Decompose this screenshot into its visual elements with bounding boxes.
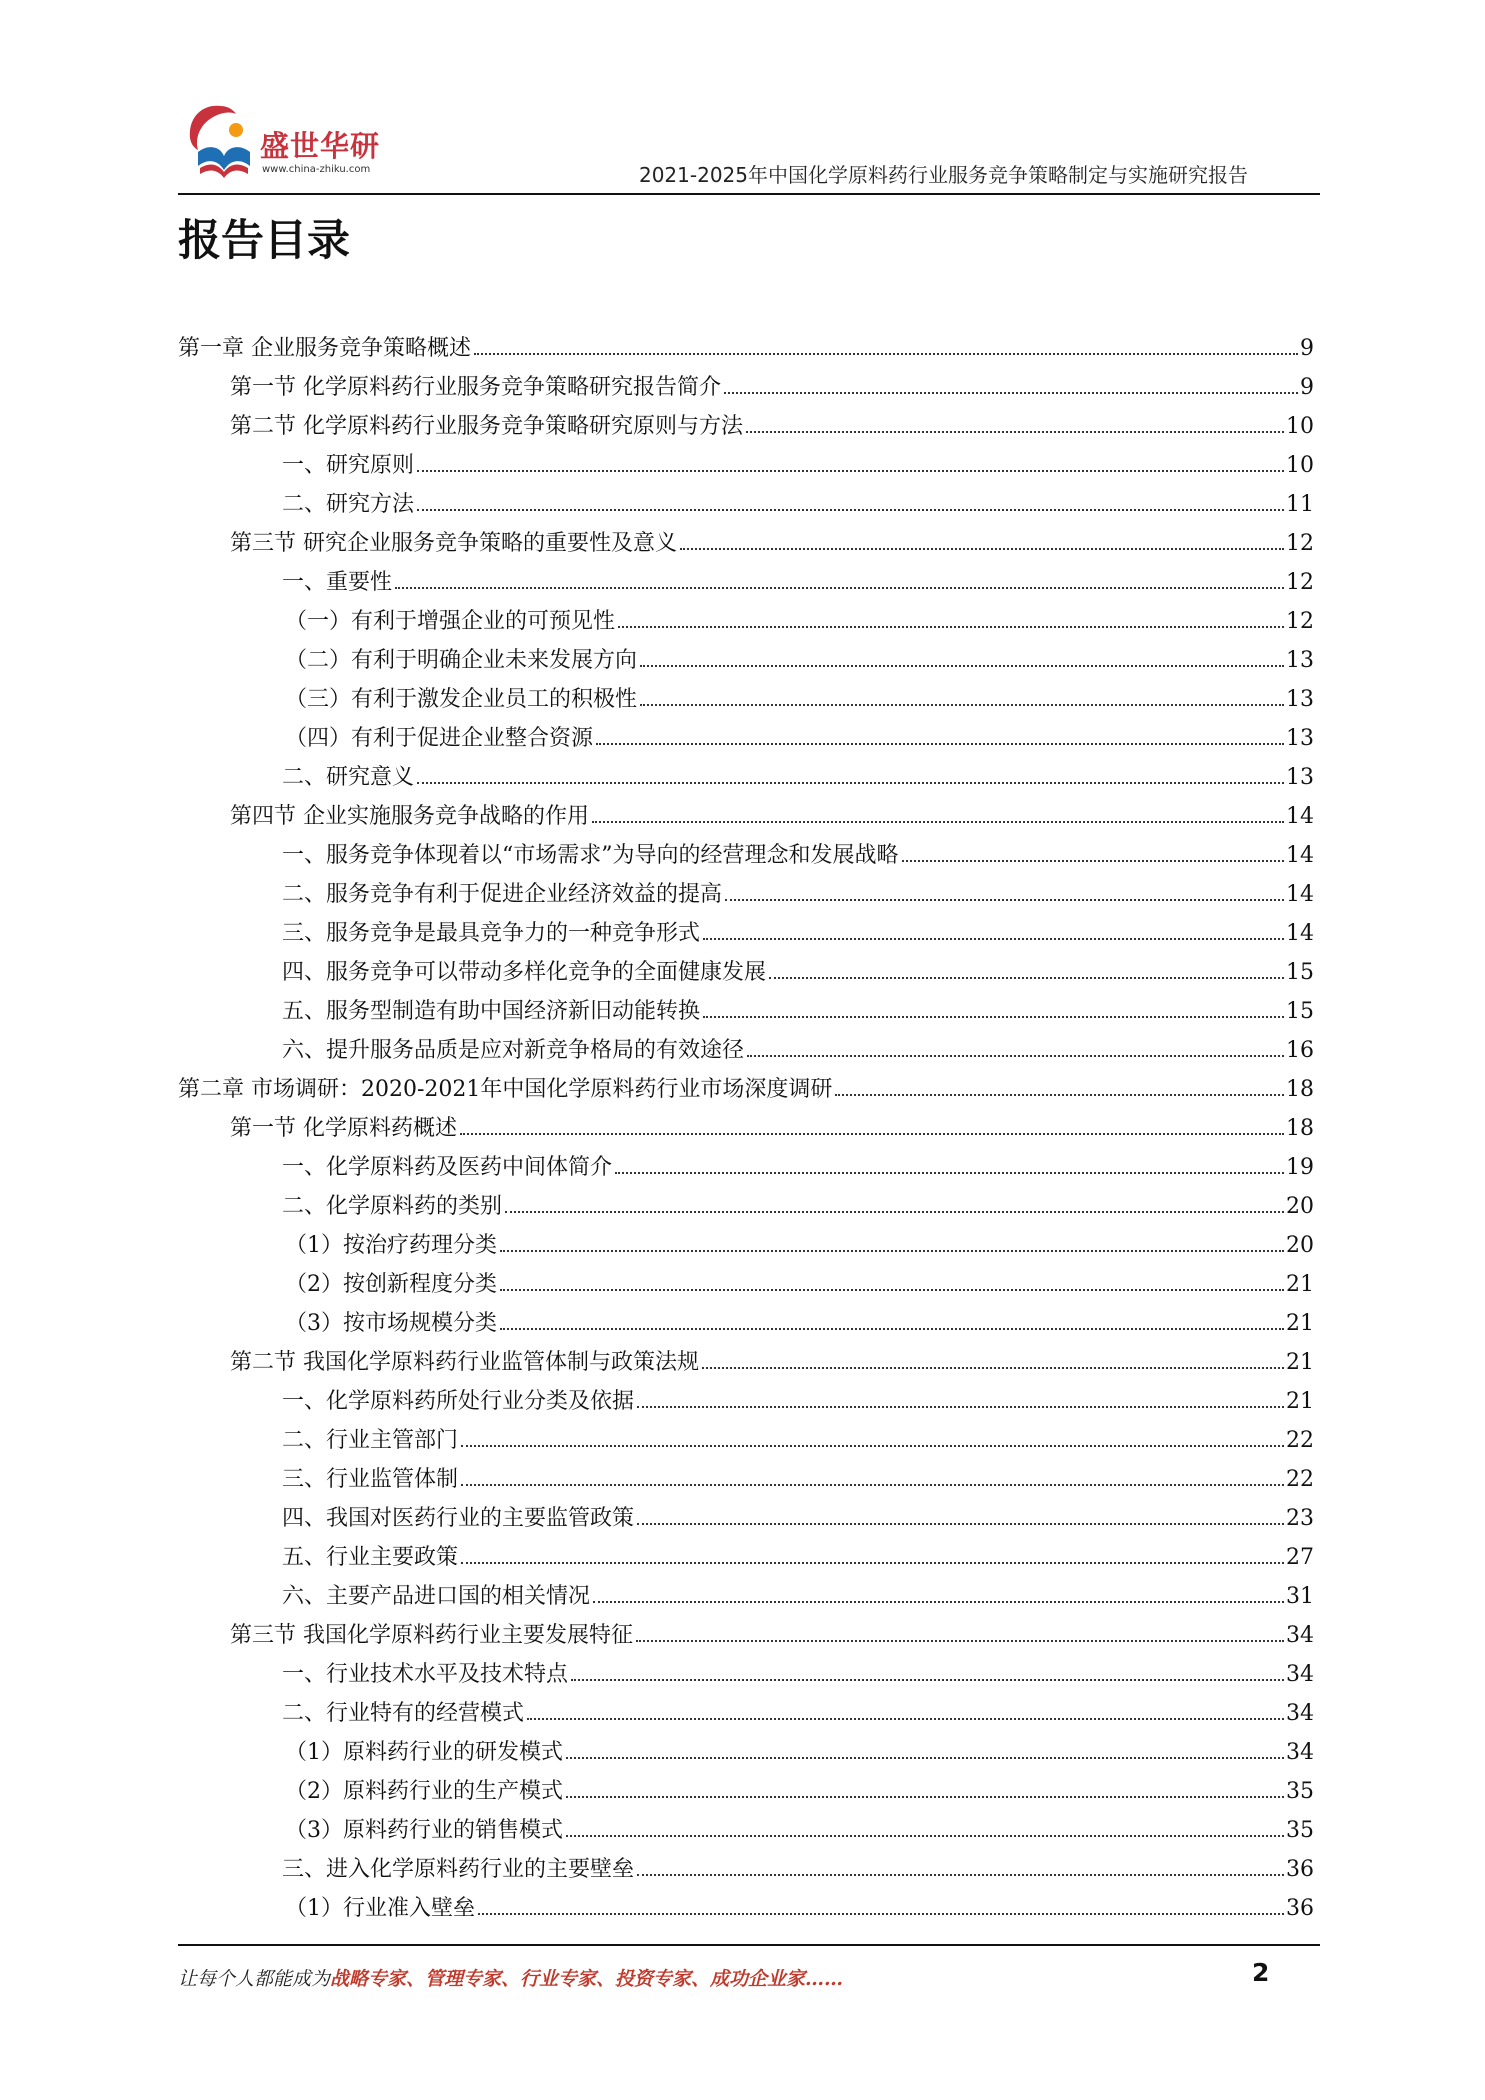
toc-dot-leader <box>461 1484 1284 1486</box>
toc-entry[interactable] <box>178 1690 1314 1729</box>
toc-dot-leader <box>636 1640 1284 1642</box>
toc-entry-title: （三）有利于激发企业员工的积极性 <box>285 687 638 712</box>
toc-entry-title: 三、行业监管体制 <box>282 1467 459 1492</box>
toc-dot-leader <box>461 1445 1284 1447</box>
toc-entry[interactable] <box>178 1261 1314 1300</box>
toc-entry-page: 21 <box>1286 1389 1314 1414</box>
toc-entry-title: 第三节 研究企业服务竞争策略的重要性及意义 <box>230 531 677 556</box>
toc-dot-leader <box>593 1601 1284 1603</box>
toc-entry-page: 13 <box>1286 648 1314 673</box>
toc-entry-title: 一、服务竞争体现着以“市场需求”为导向的经营理念和发展战略 <box>282 843 899 868</box>
slogan-prefix: 让每个人都能成为 <box>178 1968 331 1990</box>
toc-dot-leader <box>417 470 1284 472</box>
toc-entry-page: 12 <box>1286 531 1314 556</box>
toc-entry-title: 二、行业主管部门 <box>282 1428 459 1453</box>
toc-entry[interactable] <box>178 1768 1314 1807</box>
toc-entry-title: 二、行业特有的经营模式 <box>282 1701 525 1726</box>
toc-entry[interactable] <box>178 676 1314 715</box>
toc-dot-leader <box>680 548 1284 550</box>
toc-entry-title: 一、研究原则 <box>282 453 415 478</box>
toc-entry-title: （3）按市场规模分类 <box>285 1311 497 1336</box>
toc-entry-title: （2）原料药行业的生产模式 <box>285 1779 563 1804</box>
toc-dot-leader <box>474 353 1298 355</box>
toc-entry[interactable] <box>178 481 1314 520</box>
toc-entry-title: 六、主要产品进口国的相关情况 <box>282 1584 591 1609</box>
toc-dot-leader <box>417 782 1284 784</box>
toc-entry-page: 14 <box>1286 921 1314 946</box>
toc-entry[interactable] <box>178 520 1314 559</box>
toc-entry-page: 12 <box>1286 609 1314 634</box>
toc-entry-page: 34 <box>1286 1623 1314 1648</box>
toc-entry-page: 34 <box>1286 1662 1314 1687</box>
toc-entry[interactable] <box>178 1300 1314 1339</box>
toc-entry[interactable] <box>178 442 1314 481</box>
toc-entry-title: （2）按创新程度分类 <box>285 1272 497 1297</box>
toc-entry-title: （1）按治疗药理分类 <box>285 1233 497 1258</box>
toc-dot-leader <box>724 392 1298 394</box>
toc-dot-leader <box>505 1211 1284 1213</box>
toc-dot-leader <box>527 1718 1284 1720</box>
toc-entry-page: 13 <box>1286 726 1314 751</box>
toc-dot-leader <box>902 860 1285 862</box>
toc-dot-leader <box>500 1289 1284 1291</box>
toc-entry[interactable] <box>178 1729 1314 1768</box>
toc-entry-title: 第一章 企业服务竞争策略概述 <box>178 336 471 361</box>
page-header <box>0 0 1485 200</box>
toc-entry-page: 22 <box>1286 1428 1314 1453</box>
toc-entry[interactable] <box>178 1807 1314 1846</box>
toc-entry-title: 第三节 我国化学原料药行业主要发展特征 <box>230 1623 633 1648</box>
toc-entry[interactable] <box>178 1183 1314 1222</box>
toc-entry-page: 14 <box>1286 804 1314 829</box>
toc-entry-title: （3）原料药行业的销售模式 <box>285 1818 563 1843</box>
logo-url: www.china-zhiku.com <box>262 164 371 175</box>
toc-entry-title: 三、服务竞争是最具竞争力的一种竞争形式 <box>282 921 701 946</box>
logo-book-icon <box>180 100 256 184</box>
toc-dot-leader <box>566 1835 1284 1837</box>
toc-dot-leader <box>618 626 1284 628</box>
toc-entry-page: 20 <box>1286 1233 1314 1258</box>
page-number: 2 <box>1252 1958 1270 1987</box>
toc-dot-leader <box>725 899 1284 901</box>
toc-dot-leader <box>835 1094 1284 1096</box>
toc-dot-leader <box>500 1250 1284 1252</box>
toc-entry-title: 第二节 化学原料药行业服务竞争策略研究原则与方法 <box>230 414 743 439</box>
toc-entry[interactable] <box>178 598 1314 637</box>
toc-entry[interactable] <box>178 1456 1314 1495</box>
toc-entry-page: 18 <box>1286 1116 1314 1141</box>
toc-entry-title: 四、服务竞争可以带动多样化竞争的全面健康发展 <box>282 960 767 985</box>
toc-entry-page: 36 <box>1286 1896 1314 1921</box>
logo-name: 盛世华研 <box>260 129 381 163</box>
toc-entry[interactable] <box>178 1339 1314 1378</box>
toc-entry[interactable] <box>178 1105 1314 1144</box>
toc-entry[interactable] <box>178 1885 1314 1924</box>
toc-dot-leader <box>566 1796 1284 1798</box>
toc-entry-page: 35 <box>1286 1818 1314 1843</box>
toc-dot-leader <box>500 1328 1284 1330</box>
page-title: 报告目录 <box>178 216 350 266</box>
toc-entry-page: 10 <box>1286 453 1314 478</box>
toc-entry-title: （二）有利于明确企业未来发展方向 <box>285 648 638 673</box>
toc-entry-page: 36 <box>1286 1857 1314 1882</box>
toc-entry[interactable] <box>178 1612 1314 1651</box>
toc-entry[interactable] <box>178 988 1314 1027</box>
toc-entry-page: 11 <box>1286 492 1314 517</box>
toc-entry-title: 二、服务竞争有利于促进企业经济效益的提高 <box>282 882 723 907</box>
toc-dot-leader <box>702 1367 1284 1369</box>
footer-divider <box>178 1944 1320 1946</box>
toc-entry-page: 35 <box>1286 1779 1314 1804</box>
table-of-contents <box>178 325 1314 1924</box>
toc-entry-page: 13 <box>1286 687 1314 712</box>
toc-entry-page: 18 <box>1286 1077 1314 1102</box>
toc-entry-page: 10 <box>1286 414 1314 439</box>
toc-entry[interactable] <box>178 715 1314 754</box>
toc-entry-page: 9 <box>1300 336 1314 361</box>
toc-entry-title: （四）有利于促进企业整合资源 <box>285 726 594 751</box>
toc-dot-leader <box>596 743 1284 745</box>
report-title: 2021-2025年中国化学原料药行业服务竞争策略制定与实施研究报告 <box>638 163 1248 187</box>
toc-entry-page: 20 <box>1286 1194 1314 1219</box>
toc-entry-title: 一、化学原料药及医药中间体简介 <box>282 1155 613 1180</box>
toc-entry-title: 第一节 化学原料药概述 <box>230 1116 457 1141</box>
toc-dot-leader <box>703 938 1284 940</box>
toc-dot-leader <box>640 704 1284 706</box>
toc-dot-leader <box>461 1562 1284 1564</box>
toc-entry-page: 31 <box>1286 1584 1314 1609</box>
toc-entry-page: 34 <box>1286 1701 1314 1726</box>
toc-entry[interactable] <box>178 754 1314 793</box>
toc-entry-title: 二、研究意义 <box>282 765 415 790</box>
toc-dot-leader <box>640 665 1284 667</box>
toc-entry[interactable] <box>178 793 1314 832</box>
toc-entry-page: 14 <box>1286 882 1314 907</box>
toc-entry-title: 五、行业主要政策 <box>282 1545 459 1570</box>
toc-entry[interactable] <box>178 1066 1314 1105</box>
footer-slogan <box>178 1964 843 1991</box>
toc-entry-title: （1）原料药行业的研发模式 <box>285 1740 563 1765</box>
toc-entry[interactable] <box>178 832 1314 871</box>
toc-dot-leader <box>615 1172 1284 1174</box>
toc-dot-leader <box>566 1757 1284 1759</box>
toc-entry[interactable] <box>178 871 1314 910</box>
toc-entry-title: （一）有利于增强企业的可预见性 <box>285 609 616 634</box>
toc-entry-page: 15 <box>1286 999 1314 1024</box>
toc-dot-leader <box>703 1016 1284 1018</box>
toc-entry[interactable] <box>178 1846 1314 1885</box>
toc-dot-leader <box>395 587 1284 589</box>
toc-entry[interactable] <box>178 1027 1314 1066</box>
toc-dot-leader <box>417 509 1284 511</box>
toc-entry-page: 22 <box>1286 1467 1314 1492</box>
toc-entry-title: （1）行业准入壁垒 <box>285 1896 475 1921</box>
toc-entry-page: 19 <box>1286 1155 1314 1180</box>
toc-entry-page: 27 <box>1286 1545 1314 1570</box>
toc-entry[interactable] <box>178 403 1314 442</box>
toc-entry-title: 第一节 化学原料药行业服务竞争策略研究报告简介 <box>230 375 721 400</box>
toc-dot-leader <box>460 1133 1284 1135</box>
toc-entry-title: 六、提升服务品质是应对新竞争格局的有效途径 <box>282 1038 745 1063</box>
toc-entry-page: 21 <box>1286 1272 1314 1297</box>
toc-entry-title: 第二节 我国化学原料药行业监管体制与政策法规 <box>230 1350 699 1375</box>
toc-dot-leader <box>747 1055 1284 1057</box>
toc-entry-page: 21 <box>1286 1311 1314 1336</box>
toc-dot-leader <box>478 1913 1284 1915</box>
toc-dot-leader <box>769 977 1284 979</box>
toc-entry[interactable] <box>178 1417 1314 1456</box>
toc-entry-page: 15 <box>1286 960 1314 985</box>
toc-entry-page: 16 <box>1286 1038 1314 1063</box>
toc-entry-page: 9 <box>1300 375 1314 400</box>
toc-entry[interactable] <box>178 1495 1314 1534</box>
toc-entry-title: 一、行业技术水平及技术特点 <box>282 1662 569 1687</box>
toc-entry[interactable] <box>178 364 1314 403</box>
slogan-highlight: 战略专家、管理专家、行业专家、投资专家、成功企业家…… <box>330 1968 844 1990</box>
toc-entry-page: 23 <box>1286 1506 1314 1531</box>
toc-entry[interactable] <box>178 1573 1314 1612</box>
header-divider <box>178 193 1320 195</box>
toc-entry-title: 五、服务型制造有助中国经济新旧动能转换 <box>282 999 701 1024</box>
toc-entry[interactable] <box>178 910 1314 949</box>
toc-entry-page: 34 <box>1286 1740 1314 1765</box>
toc-entry[interactable] <box>178 637 1314 676</box>
toc-entry-page: 21 <box>1286 1350 1314 1375</box>
toc-entry-title: 第四节 企业实施服务竞争战略的作用 <box>230 804 589 829</box>
toc-entry-page: 12 <box>1286 570 1314 595</box>
toc-entry-title: 一、重要性 <box>282 570 393 595</box>
toc-dot-leader <box>746 431 1284 433</box>
toc-entry[interactable] <box>178 949 1314 988</box>
toc-entry[interactable] <box>178 1651 1314 1690</box>
company-logo <box>180 100 420 184</box>
toc-entry-page: 14 <box>1286 843 1314 868</box>
toc-entry[interactable] <box>178 1378 1314 1417</box>
toc-entry[interactable] <box>178 1144 1314 1183</box>
toc-dot-leader <box>571 1679 1284 1681</box>
toc-entry-title: 二、化学原料药的类别 <box>282 1194 503 1219</box>
toc-entry[interactable] <box>178 325 1314 364</box>
toc-entry-title: 二、研究方法 <box>282 492 415 517</box>
toc-entry[interactable] <box>178 1222 1314 1261</box>
toc-entry-page: 13 <box>1286 765 1314 790</box>
toc-entry[interactable] <box>178 559 1314 598</box>
toc-dot-leader <box>637 1523 1284 1525</box>
toc-entry-title: 一、化学原料药所处行业分类及依据 <box>282 1389 635 1414</box>
toc-entry-title: 三、进入化学原料药行业的主要壁垒 <box>282 1857 635 1882</box>
toc-entry[interactable] <box>178 1534 1314 1573</box>
toc-dot-leader <box>637 1406 1284 1408</box>
toc-dot-leader <box>637 1874 1284 1876</box>
toc-entry-title: 第二章 市场调研：2020-2021年中国化学原料药行业市场深度调研 <box>178 1077 833 1102</box>
toc-dot-leader <box>592 821 1284 823</box>
toc-entry-title: 四、我国对医药行业的主要监管政策 <box>282 1506 635 1531</box>
